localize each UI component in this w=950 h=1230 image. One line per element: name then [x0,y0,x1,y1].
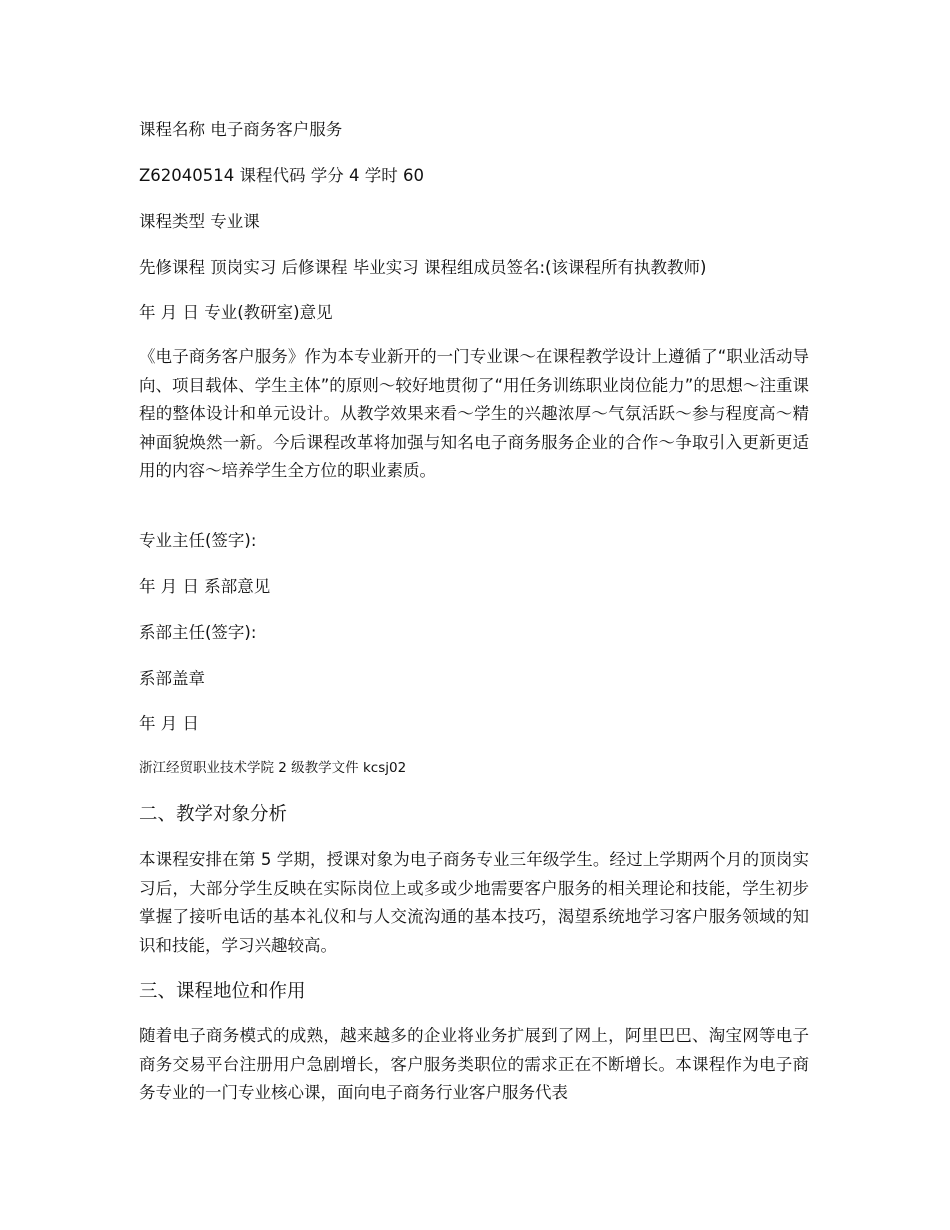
dept-director-sign-line: 系部主任(签字): [139,623,257,642]
course-code-line: Z62040514 课程代码 学分 4 学时 60 [139,166,425,185]
course-name-line: 课程名称 电子商务客户服务 [139,120,343,139]
major-opinion-paragraph: 《电子商务客户服务》作为本专业新开的一门专业课～在课程教学设计上遵循了“职业活动导向、项目载体、学生主体”的原则～较好地贯彻了“用任务训练职业岗位能力”的思想～注重课程的整体设计和单元设计。从教学效果来看～学生的兴趣浓厚～气氛活跃～参与程度高～精神面貌焕然一新。今后课程改革将加强与知名电子商务服务企业的合作～争取引入更新更适用的内容～培养学生全方位的职业素质。 [139,347,809,480]
section-3-paragraph: 随着电子商务模式的成熟，越来越多的企业将业务扩展到了网上，阿里巴巴、淘宝网等电子商务交易平台注册用户急剧增长，客户服务类职位的需求正在不断增长。本课程作为电子商务专业的一门专业核心课，面向电子商务行业客户服务代表 [139,1026,809,1102]
file-label-line: 浙江经贸职业技术学院 2 级教学文件 kcsj02 [139,760,407,776]
date-dept-opinion-line: 年 月 日 系部意见 [139,577,271,596]
major-director-sign-line: 专业主任(签字): [139,531,257,550]
section-3-heading: 三、课程地位和作用 [139,981,306,1002]
date-final-line: 年 月 日 [139,714,199,733]
course-type-line: 课程类型 专业课 [139,212,260,231]
section-2-heading: 二、教学对象分析 [139,804,288,825]
date-major-opinion-line: 年 月 日 专业(教研室)意见 [139,303,333,322]
dept-seal-line: 系部盖章 [139,669,205,688]
prerequisites-line: 先修课程 顶岗实习 后修课程 毕业实习 课程组成员签名:(该课程所有执教教师) [139,258,707,277]
section-2-paragraph: 本课程安排在第 5 学期，授课对象为电子商务专业三年级学生。经过上学期两个月的顶岗实习后，大部分学生反映在实际岗位上或多或少地需要客户服务的相关理论和技能，学生初步掌握了接听电话的基本礼仪和与人交流沟通的基本技巧，渴望系统地学习客户服务领域的知识和技能，学习兴趣较高。 [139,850,809,955]
